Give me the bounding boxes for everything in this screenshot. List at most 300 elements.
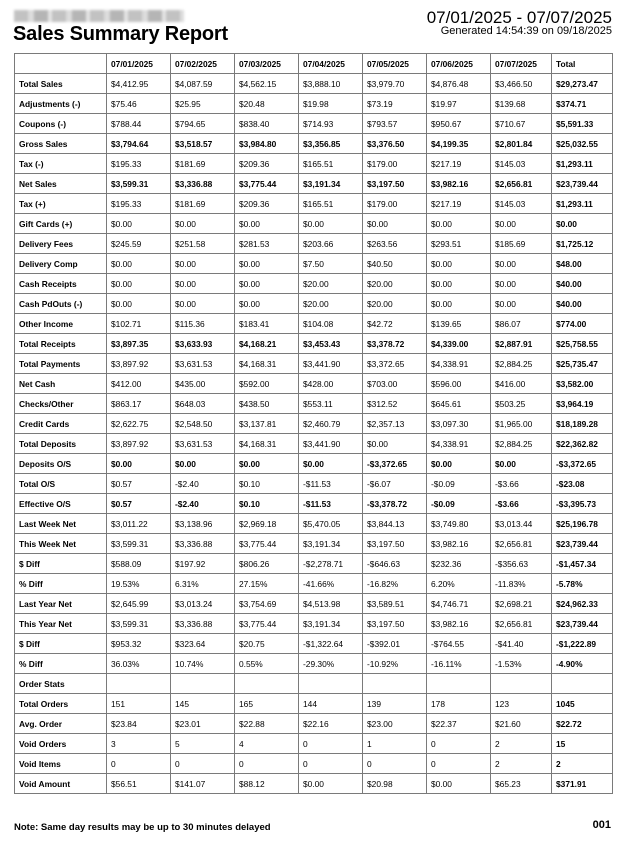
total-cell: $23,739.44 — [552, 174, 613, 194]
table-cell: 123 — [491, 694, 552, 714]
table-cell: $245.59 — [107, 234, 171, 254]
table-cell: $714.93 — [299, 114, 363, 134]
table-cell: $203.66 — [299, 234, 363, 254]
table-cell: $788.44 — [107, 114, 171, 134]
table-cell: $3,372.65 — [363, 354, 427, 374]
table-cell — [363, 674, 427, 694]
table-cell: $251.58 — [171, 234, 235, 254]
row-label: Adjustments (-) — [15, 94, 107, 114]
table-cell: 27.15% — [235, 574, 299, 594]
table-cell: $3,138.96 — [171, 514, 235, 534]
table-cell: $2,884.25 — [491, 434, 552, 454]
table-cell: $3,336.88 — [171, 534, 235, 554]
table-cell: $0.00 — [235, 294, 299, 314]
total-cell: 2 — [552, 754, 613, 774]
total-cell: $1,293.11 — [552, 194, 613, 214]
table-cell: -1.53% — [491, 654, 552, 674]
table-row — [15, 494, 613, 514]
table-cell: $73.19 — [363, 94, 427, 114]
table-cell: $710.67 — [491, 114, 552, 134]
table-cell: $3,378.72 — [363, 334, 427, 354]
table-header-row — [15, 54, 613, 74]
table-cell: $20.00 — [363, 274, 427, 294]
table-cell: $0.00 — [107, 254, 171, 274]
table-row — [15, 254, 613, 274]
row-label: Gift Cards (+) — [15, 214, 107, 234]
table-cell: -$0.09 — [427, 474, 491, 494]
table-cell: $0.00 — [491, 254, 552, 274]
table-cell: $703.00 — [363, 374, 427, 394]
row-label: Total Orders — [15, 694, 107, 714]
row-label: This Week Net — [15, 534, 107, 554]
table-cell: $3,775.44 — [235, 174, 299, 194]
table-cell: $115.36 — [171, 314, 235, 334]
total-cell: 1045 — [552, 694, 613, 714]
table-cell: $0.00 — [299, 454, 363, 474]
table-row — [15, 114, 613, 134]
table-cell: $4,339.00 — [427, 334, 491, 354]
table-cell: $3,599.31 — [107, 534, 171, 554]
table-cell: -$646.63 — [363, 554, 427, 574]
table-cell: -$392.01 — [363, 634, 427, 654]
table-cell: $293.51 — [427, 234, 491, 254]
row-label: Other Income — [15, 314, 107, 334]
row-label: Net Cash — [15, 374, 107, 394]
table-cell: $3,599.31 — [107, 174, 171, 194]
table-cell: 2 — [491, 734, 552, 754]
table-cell: 6.20% — [427, 574, 491, 594]
table-cell: $0.00 — [491, 454, 552, 474]
row-label: Net Sales — [15, 174, 107, 194]
table-cell: $416.00 — [491, 374, 552, 394]
table-cell: $3,197.50 — [363, 174, 427, 194]
total-cell: -4.90% — [552, 654, 613, 674]
table-cell: $2,656.81 — [491, 534, 552, 554]
table-cell: $3,356.85 — [299, 134, 363, 154]
table-cell: -$2.40 — [171, 474, 235, 494]
table-row — [15, 714, 613, 734]
table-cell: $953.32 — [107, 634, 171, 654]
table-cell: -11.83% — [491, 574, 552, 594]
table-cell: -$2.40 — [171, 494, 235, 514]
table-cell: $23.00 — [363, 714, 427, 734]
table-cell: $312.52 — [363, 394, 427, 414]
row-label: Gross Sales — [15, 134, 107, 154]
table-cell: $0.00 — [491, 294, 552, 314]
table-cell: 144 — [299, 694, 363, 714]
table-row — [15, 634, 613, 654]
table-row — [15, 754, 613, 774]
table-row — [15, 554, 613, 574]
table-cell: $596.00 — [427, 374, 491, 394]
table-cell: $0.57 — [107, 494, 171, 514]
table-cell: -$3.66 — [491, 474, 552, 494]
table-cell: $22.88 — [235, 714, 299, 734]
table-cell: $4,338.91 — [427, 354, 491, 374]
report-title: Sales Summary Report — [13, 23, 228, 45]
total-cell: -$23.08 — [552, 474, 613, 494]
total-cell: -$1,222.89 — [552, 634, 613, 654]
column-header-date: 07/02/2025 — [171, 54, 235, 74]
table-cell: $0.00 — [171, 254, 235, 274]
table-cell: $25.95 — [171, 94, 235, 114]
table-cell: $2,884.25 — [491, 354, 552, 374]
table-cell: $88.12 — [235, 774, 299, 794]
table-row — [15, 174, 613, 194]
page-number: 001 — [592, 819, 611, 831]
table-cell: $19.98 — [299, 94, 363, 114]
table-cell: $2,656.81 — [491, 614, 552, 634]
table-cell: $145.03 — [491, 194, 552, 214]
row-label: % Diff — [15, 574, 107, 594]
table-cell: $3,518.57 — [171, 134, 235, 154]
total-cell: $22.72 — [552, 714, 613, 734]
table-cell: $23.01 — [171, 714, 235, 734]
column-header-date: 07/03/2025 — [235, 54, 299, 74]
table-row — [15, 514, 613, 534]
footer-note: Note: Same day results may be up to 30 minutes delayed — [14, 822, 271, 833]
row-label: Tax (+) — [15, 194, 107, 214]
table-cell: $3,011.22 — [107, 514, 171, 534]
table-cell: $56.51 — [107, 774, 171, 794]
table-cell: $4,876.48 — [427, 74, 491, 94]
table-row — [15, 774, 613, 794]
table-cell: $3,191.34 — [299, 614, 363, 634]
table-cell: 0 — [299, 754, 363, 774]
table-cell: -$0.09 — [427, 494, 491, 514]
table-row — [15, 614, 613, 634]
table-cell: $165.51 — [299, 194, 363, 214]
total-cell: -$3,395.73 — [552, 494, 613, 514]
table-cell: -$2,278.71 — [299, 554, 363, 574]
table-cell — [171, 674, 235, 694]
date-range: 07/01/2025 - 07/07/2025 — [426, 8, 612, 27]
table-cell: $3,844.13 — [363, 514, 427, 534]
table-cell: $0.00 — [427, 774, 491, 794]
table-cell: $3,775.44 — [235, 614, 299, 634]
table-row — [15, 274, 613, 294]
row-label: Delivery Comp — [15, 254, 107, 274]
table-cell: $4,513.98 — [299, 594, 363, 614]
total-cell: $774.00 — [552, 314, 613, 334]
table-cell: $179.00 — [363, 154, 427, 174]
table-cell: $0.00 — [235, 454, 299, 474]
table-cell: $104.08 — [299, 314, 363, 334]
row-label: Order Stats — [15, 674, 107, 694]
table-cell: $3,453.43 — [299, 334, 363, 354]
total-cell: 15 — [552, 734, 613, 754]
table-cell: $0.00 — [171, 294, 235, 314]
table-cell: $2,698.21 — [491, 594, 552, 614]
table-cell: $2,656.81 — [491, 174, 552, 194]
table-cell: $1,965.00 — [491, 414, 552, 434]
table-cell — [299, 674, 363, 694]
table-row — [15, 594, 613, 614]
table-cell: $0.00 — [299, 774, 363, 794]
table-cell: $3,979.70 — [363, 74, 427, 94]
redacted-store-name — [14, 10, 184, 22]
row-label: Total Sales — [15, 74, 107, 94]
table-row — [15, 134, 613, 154]
column-header-label — [15, 54, 107, 74]
table-cell: $3,897.35 — [107, 334, 171, 354]
total-cell: $24,962.33 — [552, 594, 613, 614]
table-cell: $3,982.16 — [427, 534, 491, 554]
table-cell: $145.03 — [491, 154, 552, 174]
table-cell: $209.36 — [235, 154, 299, 174]
row-label: $ Diff — [15, 554, 107, 574]
table-cell: $2,801.84 — [491, 134, 552, 154]
total-cell: -$1,457.34 — [552, 554, 613, 574]
total-cell: $23,739.44 — [552, 534, 613, 554]
row-label: Cash Receipts — [15, 274, 107, 294]
table-row — [15, 234, 613, 254]
table-row — [15, 334, 613, 354]
table-cell: $139.65 — [427, 314, 491, 334]
table-cell: $794.65 — [171, 114, 235, 134]
table-row — [15, 154, 613, 174]
table-row — [15, 294, 613, 314]
table-cell: 5 — [171, 734, 235, 754]
table-cell: $3,013.44 — [491, 514, 552, 534]
table-cell: $4,168.31 — [235, 354, 299, 374]
total-cell: $18,189.28 — [552, 414, 613, 434]
table-cell: $645.61 — [427, 394, 491, 414]
table-cell: 165 — [235, 694, 299, 714]
table-row — [15, 214, 613, 234]
table-cell: $4,168.21 — [235, 334, 299, 354]
table-cell: $181.69 — [171, 154, 235, 174]
table-cell: $0.00 — [427, 274, 491, 294]
table-cell: -$6.07 — [363, 474, 427, 494]
table-cell: $3,137.81 — [235, 414, 299, 434]
column-header-total: Total — [552, 54, 613, 74]
table-cell: $3,097.30 — [427, 414, 491, 434]
table-cell — [427, 674, 491, 694]
table-cell: $195.33 — [107, 194, 171, 214]
table-cell: $0.00 — [107, 214, 171, 234]
table-cell: $2,969.18 — [235, 514, 299, 534]
table-cell: $3,897.92 — [107, 434, 171, 454]
table-cell: 0.55% — [235, 654, 299, 674]
table-cell: $5,470.05 — [299, 514, 363, 534]
row-label: Total Deposits — [15, 434, 107, 454]
table-cell: $435.00 — [171, 374, 235, 394]
table-cell: $3,633.93 — [171, 334, 235, 354]
row-label: Total Payments — [15, 354, 107, 374]
table-cell: $0.10 — [235, 494, 299, 514]
table-cell: $42.72 — [363, 314, 427, 334]
table-cell: $4,087.59 — [171, 74, 235, 94]
table-cell: $0.00 — [107, 454, 171, 474]
table-cell: $588.09 — [107, 554, 171, 574]
row-label: Cash PdOuts (-) — [15, 294, 107, 314]
table-cell: $141.07 — [171, 774, 235, 794]
total-cell: $5,591.33 — [552, 114, 613, 134]
table-cell: 151 — [107, 694, 171, 714]
table-cell: $197.92 — [171, 554, 235, 574]
table-cell: $281.53 — [235, 234, 299, 254]
table-row — [15, 534, 613, 554]
table-cell: $20.00 — [299, 274, 363, 294]
table-cell: $3,197.50 — [363, 614, 427, 634]
total-cell: $40.00 — [552, 274, 613, 294]
table-cell: $20.00 — [363, 294, 427, 314]
total-cell: $23,739.44 — [552, 614, 613, 634]
total-cell: $25,032.55 — [552, 134, 613, 154]
table-cell: $0.00 — [427, 254, 491, 274]
table-cell: 145 — [171, 694, 235, 714]
table-cell: 4 — [235, 734, 299, 754]
table-cell: $195.33 — [107, 154, 171, 174]
table-cell: $2,622.75 — [107, 414, 171, 434]
total-cell: $25,196.78 — [552, 514, 613, 534]
row-label: % Diff — [15, 654, 107, 674]
column-header-date: 07/07/2025 — [491, 54, 552, 74]
table-cell: $0.00 — [235, 254, 299, 274]
total-cell: $3,964.19 — [552, 394, 613, 414]
total-cell: $1,293.11 — [552, 154, 613, 174]
total-cell: $1,725.12 — [552, 234, 613, 254]
table-cell: $0.10 — [235, 474, 299, 494]
total-cell: -5.78% — [552, 574, 613, 594]
table-cell: $0.00 — [427, 214, 491, 234]
table-row — [15, 674, 613, 694]
table-row — [15, 654, 613, 674]
table-cell: $553.11 — [299, 394, 363, 414]
table-cell: 19.53% — [107, 574, 171, 594]
table-cell: $3,441.90 — [299, 434, 363, 454]
table-cell — [491, 674, 552, 694]
table-cell: $3,336.88 — [171, 174, 235, 194]
table-cell: $3,441.90 — [299, 354, 363, 374]
table-cell: $4,199.35 — [427, 134, 491, 154]
table-cell: $20.98 — [363, 774, 427, 794]
row-label: $ Diff — [15, 634, 107, 654]
table-cell: $232.36 — [427, 554, 491, 574]
table-cell: -10.92% — [363, 654, 427, 674]
table-cell: $2,460.79 — [299, 414, 363, 434]
table-cell: $0.00 — [107, 294, 171, 314]
table-cell: $165.51 — [299, 154, 363, 174]
total-cell: $371.91 — [552, 774, 613, 794]
total-cell: -$3,372.65 — [552, 454, 613, 474]
total-cell: $48.00 — [552, 254, 613, 274]
table-cell: 6.31% — [171, 574, 235, 594]
table-row — [15, 74, 613, 94]
table-row — [15, 454, 613, 474]
table-cell: 0 — [107, 754, 171, 774]
total-cell: $374.71 — [552, 94, 613, 114]
table-cell: -$764.55 — [427, 634, 491, 654]
table-cell: $3,336.88 — [171, 614, 235, 634]
table-cell: 1 — [363, 734, 427, 754]
row-label: Delivery Fees — [15, 234, 107, 254]
total-cell: $25,735.47 — [552, 354, 613, 374]
column-header-date: 07/04/2025 — [299, 54, 363, 74]
table-cell: $185.69 — [491, 234, 552, 254]
table-cell: 3 — [107, 734, 171, 754]
row-label: Credit Cards — [15, 414, 107, 434]
table-cell: $648.03 — [171, 394, 235, 414]
row-label: Last Week Net — [15, 514, 107, 534]
table-cell: $323.64 — [171, 634, 235, 654]
table-cell: $806.26 — [235, 554, 299, 574]
table-cell: $3,589.51 — [363, 594, 427, 614]
table-cell: $3,013.24 — [171, 594, 235, 614]
table-cell: $0.00 — [363, 214, 427, 234]
table-cell: $592.00 — [235, 374, 299, 394]
table-cell: $3,982.16 — [427, 174, 491, 194]
table-cell: $3,631.53 — [171, 434, 235, 454]
table-cell: $3,775.44 — [235, 534, 299, 554]
table-cell: $4,562.15 — [235, 74, 299, 94]
table-row — [15, 394, 613, 414]
table-row — [15, 434, 613, 454]
row-label: Last Year Net — [15, 594, 107, 614]
table-cell: $20.75 — [235, 634, 299, 654]
table-cell: $3,197.50 — [363, 534, 427, 554]
table-cell: $503.25 — [491, 394, 552, 414]
table-cell: $2,548.50 — [171, 414, 235, 434]
table-cell: $0.00 — [427, 294, 491, 314]
table-cell: $0.00 — [171, 454, 235, 474]
table-cell: $7.50 — [299, 254, 363, 274]
total-cell: $0.00 — [552, 214, 613, 234]
table-row — [15, 694, 613, 714]
table-row — [15, 314, 613, 334]
row-label: Checks/Other — [15, 394, 107, 414]
row-label: Coupons (-) — [15, 114, 107, 134]
table-cell: $838.40 — [235, 114, 299, 134]
table-cell: $3,376.50 — [363, 134, 427, 154]
table-cell: 139 — [363, 694, 427, 714]
table-cell: $863.17 — [107, 394, 171, 414]
table-row — [15, 374, 613, 394]
total-cell: $22,362.82 — [552, 434, 613, 454]
table-cell: $4,168.31 — [235, 434, 299, 454]
table-cell: $75.46 — [107, 94, 171, 114]
total-cell: $3,582.00 — [552, 374, 613, 394]
table-cell: $217.19 — [427, 154, 491, 174]
table-cell: $0.00 — [171, 274, 235, 294]
table-cell: -16.82% — [363, 574, 427, 594]
table-cell: 36.03% — [107, 654, 171, 674]
table-cell: $3,191.34 — [299, 174, 363, 194]
table-row — [15, 354, 613, 374]
total-cell: $25,758.55 — [552, 334, 613, 354]
table-cell: $20.48 — [235, 94, 299, 114]
table-cell: $3,191.34 — [299, 534, 363, 554]
table-row — [15, 194, 613, 214]
table-cell: -$41.40 — [491, 634, 552, 654]
table-cell: -$356.63 — [491, 554, 552, 574]
table-cell: $3,794.64 — [107, 134, 171, 154]
table-cell: $0.00 — [427, 454, 491, 474]
table-cell: $217.19 — [427, 194, 491, 214]
table-cell: -$1,322.64 — [299, 634, 363, 654]
row-label: Avg. Order — [15, 714, 107, 734]
row-label: Effective O/S — [15, 494, 107, 514]
table-cell: -$11.53 — [299, 494, 363, 514]
table-cell: $793.57 — [363, 114, 427, 134]
row-label: Void Items — [15, 754, 107, 774]
table-cell: -$11.53 — [299, 474, 363, 494]
table-cell: $0.00 — [107, 274, 171, 294]
table-cell: $19.97 — [427, 94, 491, 114]
row-label: Tax (-) — [15, 154, 107, 174]
table-cell: 0 — [299, 734, 363, 754]
